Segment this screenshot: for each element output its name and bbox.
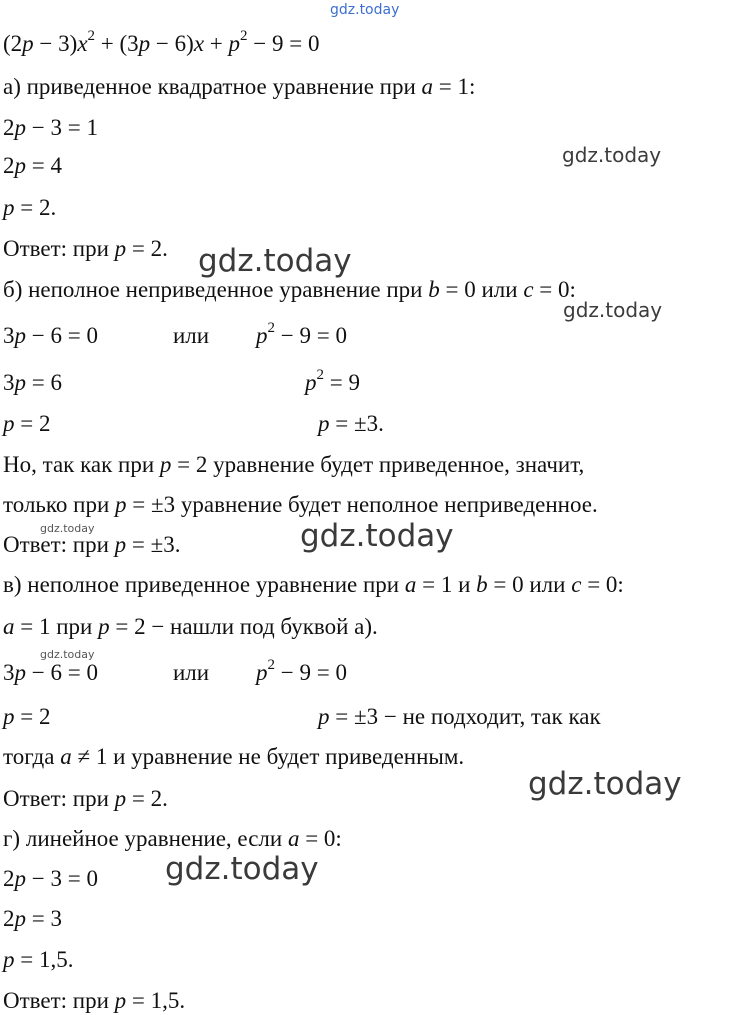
watermark: gdz.today bbox=[562, 143, 662, 167]
part-d-answer: Ответ: при p = 1,5. bbox=[3, 988, 186, 1013]
watermark-top: gdz.today bbox=[330, 2, 400, 18]
part-a-step-1: 2p − 3 = 1 bbox=[3, 115, 98, 140]
watermark: gdz.today bbox=[563, 298, 663, 322]
part-a-step-2: 2p = 4 bbox=[3, 153, 62, 178]
part-b-heading: б) неполное неприведенное уравнение при b = 0 или c = 0: bbox=[3, 277, 576, 302]
part-b-answer: Ответ: при p = ±3. bbox=[3, 532, 181, 557]
watermark: gdz.today bbox=[528, 766, 682, 802]
part-b-note-2: только при p = ±3 уравнение будет неполное неприведенное. bbox=[3, 492, 598, 517]
part-c-or: или bbox=[173, 660, 210, 685]
part-b-step-2-right: $p^2 = 9$ bbox=[305, 367, 360, 395]
part-c-step-1: a = 1 при p = 2 − нашли под буквой а). bbox=[3, 614, 378, 639]
part-c-step-3-left: p = 2 bbox=[3, 704, 51, 729]
part-d-step-1: 2p − 3 = 0 bbox=[3, 866, 98, 891]
part-c-note: тогда a ≠ 1 и уравнение не будет приведенным. bbox=[3, 744, 465, 769]
part-c-step-2-right: $p^2 - 9 = 0$ bbox=[256, 657, 347, 685]
part-b-step-3-left: p = 2 bbox=[3, 411, 51, 436]
main-equation: $(2p - 3)x^2 + (3p - 6)x + p^2 - 9 = 0$ bbox=[3, 28, 320, 56]
part-d-step-3: p = 1,5. bbox=[3, 947, 74, 972]
part-a-heading: а) приведенное квадратное уравнение при a = 1: bbox=[3, 74, 476, 99]
part-c-answer: Ответ: при p = 2. bbox=[3, 786, 168, 811]
part-c-step-3-right: p = ±3 − не подходит, так как bbox=[318, 704, 601, 729]
part-b-or: или bbox=[173, 323, 210, 348]
watermark: gdz.today bbox=[300, 518, 454, 554]
watermark: gdz.today bbox=[40, 522, 95, 535]
part-b-note-1: Но, так как при p = 2 уравнение будет приведенное, значит, bbox=[3, 452, 585, 477]
watermark: gdz.today bbox=[40, 648, 95, 661]
part-c-heading: в) неполное приведенное уравнение при a = 1 и b = 0 или c = 0: bbox=[3, 572, 624, 597]
part-d-heading: г) линейное уравнение, если a = 0: bbox=[3, 826, 342, 851]
part-b-step-3-right: p = ±3. bbox=[318, 411, 384, 436]
part-c-step-2-left: 3p − 6 = 0 bbox=[3, 660, 98, 685]
part-b-step-1-left: 3p − 6 = 0 bbox=[3, 323, 98, 348]
part-a-answer: Ответ: при p = 2. bbox=[3, 236, 168, 261]
part-a-step-3: p = 2. bbox=[3, 195, 57, 220]
part-b-step-2-left: 3p = 6 bbox=[3, 370, 62, 395]
part-b-step-1-right: $p^2 - 9 = 0$ bbox=[256, 320, 347, 348]
part-d-step-2: 2p = 3 bbox=[3, 906, 62, 931]
watermark: gdz.today bbox=[198, 243, 352, 279]
watermark: gdz.today bbox=[165, 851, 319, 887]
